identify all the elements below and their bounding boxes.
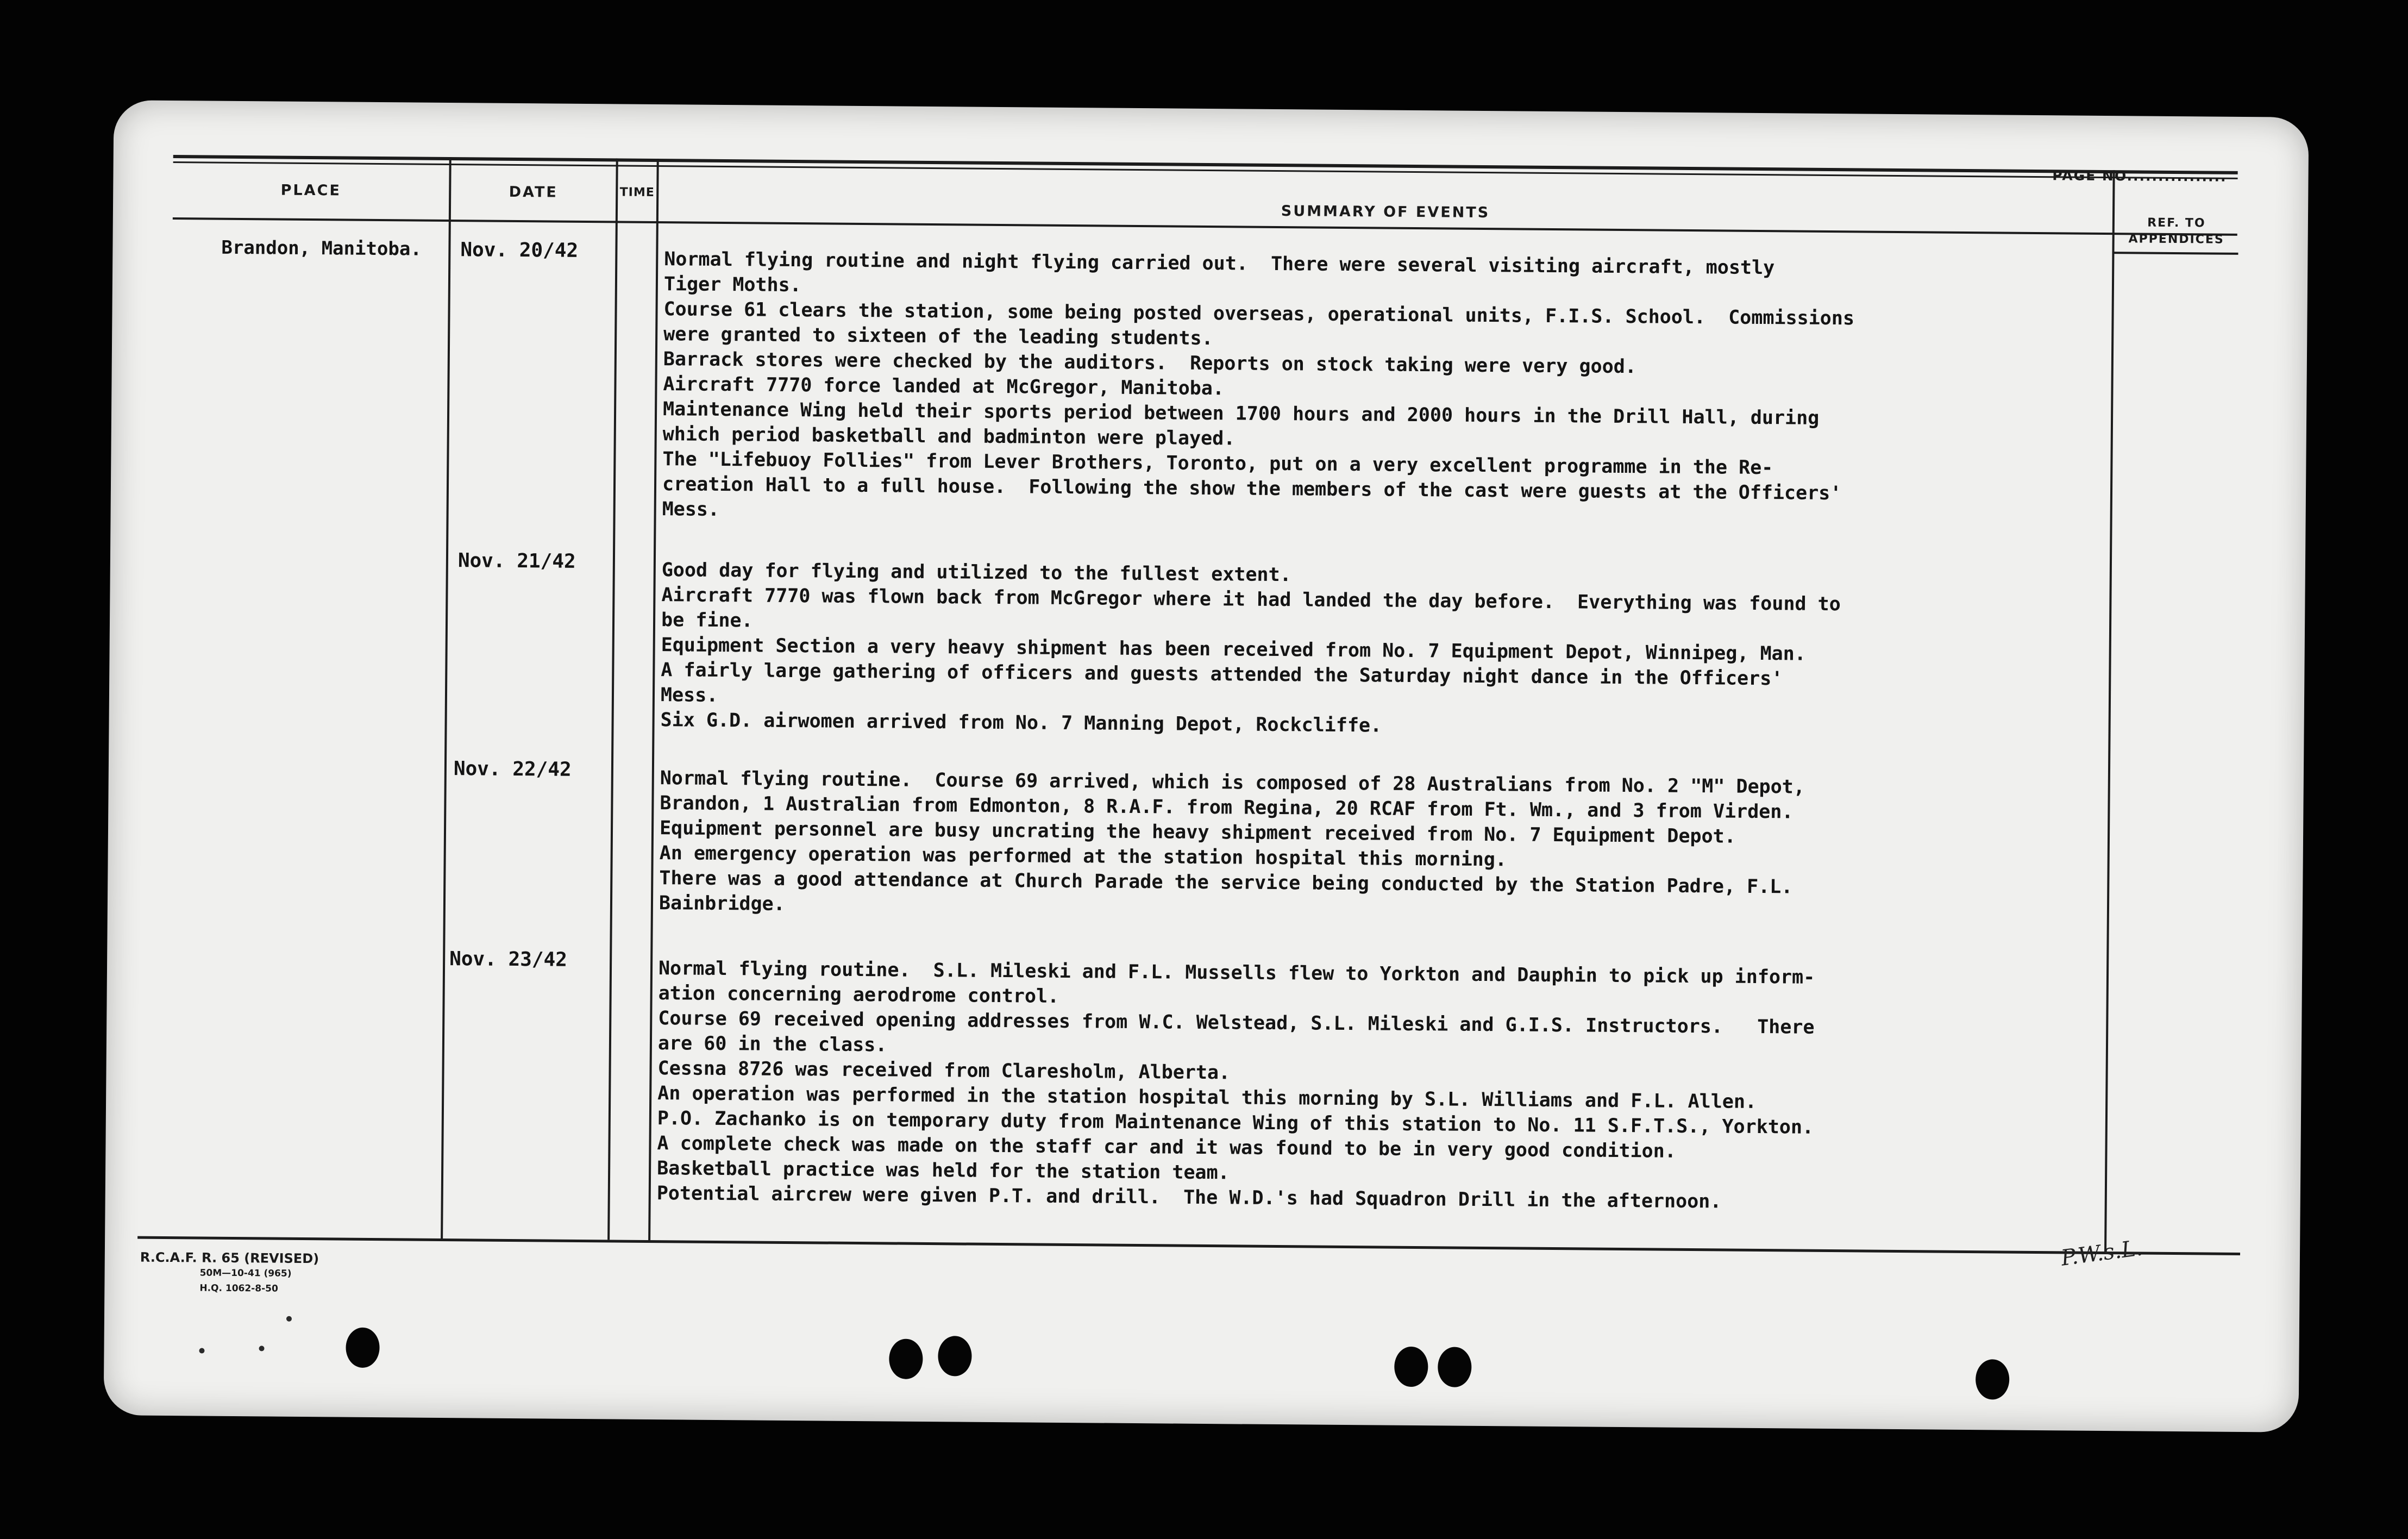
entry-line: Mess. [660,684,718,706]
punch-hole-icon [889,1338,923,1379]
form-print-line: 50M—10-41 (965) [199,1267,292,1279]
entry-nov-22 [659,766,2247,928]
ref-header-rule [2113,252,2238,255]
entry-line: ation concerning aerodrome control. [658,983,1059,1008]
entry-line: A complete check was made on the staff car and it was found to be in very good condition. [657,1133,1677,1162]
entry-line: are 60 in the class. [657,1033,887,1056]
punch-hole-icon [1394,1347,1428,1387]
date-header: DATE [509,183,558,201]
entry-line: Basketball practice was held for the station team. [656,1158,1230,1184]
entry-line: were granted to sixteen of the leading students. [663,323,1213,350]
entry-line: An operation was performed in the station hospital this morning by S.L. Williams and F.L. Allen. [657,1083,1757,1113]
entry-line: creation Hall to a full house. Following the show the members of the cast were guests at the Officers' [662,473,1842,505]
handwritten-initials: P.W.s.L. [2059,1235,2144,1271]
entry-line: P.O. Zachanko is on temporary duty from Maintenance Wing of this station to No. 11 S.F.T.S., Yorkton. [657,1108,1814,1138]
entry-line: Good day for flying and utilized to the fullest extent. [661,559,1291,586]
entry-line: Course 61 clears the station, some being posted overseas, operational units, F.I.S. School. Commissions [663,298,1855,330]
entry-nov-20 [662,247,2251,534]
date-time-divider [607,158,618,1240]
place-value: Brandon, Manitoba. [221,236,422,260]
entry-line: Brandon, 1 Australian from Edmonton, 8 R.A.F. from Regina, 20 RCAF from Ft. Wm., and 3 from Virden. [660,792,1794,823]
date-nov-23: Nov. 23/42 [449,948,568,971]
entry-line: Normal flying routine. S.L. Mileski and F.L. Mussells flew to Yorkton and Dauphin to pick up inform- [658,958,1815,989]
ref-header-line1: REF. TO [2147,216,2206,230]
speck-mark [199,1348,204,1353]
entry-line: be fine. [661,609,753,632]
date-nov-21: Nov. 21/42 [457,549,576,573]
entry-line: An emergency operation was performed at the station hospital this morning. [659,842,1507,871]
time-header: TIME [619,185,655,199]
entry-line: Mess. [662,498,720,521]
summary-header: SUMMARY OF EVENTS [1281,203,1490,222]
punch-hole-icon [938,1336,972,1376]
entry-line: Aircraft 7770 was flown back from McGregor where it had landed the day before. Everything was found to [661,584,1841,616]
entry-line: A fairly large gathering of officers and guests attended the Saturday night dance in the Officers' [661,659,1783,690]
entry-line: Bainbridge. [659,892,785,915]
entry-line: Cessna 8726 was received from Claresholm, Alberta. [657,1058,1231,1084]
entry-nov-21 [660,558,2248,745]
entry-line: which period basketball and badminton were played. [662,423,1236,450]
speck-mark [286,1316,292,1322]
page-number-label: PAGE NO................ [2052,167,2227,185]
entry-line: The "Lifebuoy Follies" from Lever Brothers, Toronto, put on a very excellent programme in the Re- [662,448,1773,479]
diary-sheet [104,100,2309,1432]
date-nov-22: Nov. 22/42 [453,758,572,781]
ref-appendices-header [2115,215,2238,248]
punch-hole-icon [1438,1347,1472,1387]
entry-line: Normal flying routine. Course 69 arrived, which is composed of 28 Australians from No. 2 "M" Depot, [660,767,1805,798]
form-name: R.C.A.F. R. 65 (REVISED) [140,1249,319,1267]
entry-line: Potential aircrew were given P.T. and drill. The W.D.'s had Squadron Drill in the afternoon. [656,1183,1722,1213]
entry-line: Equipment Section a very heavy shipment has been received from No. 7 Equipment Depot, Winnipeg, Man. [661,634,1806,665]
punch-hole-icon [346,1328,380,1368]
entry-line: Course 69 received opening addresses from W.C. Welstead, S.L. Mileski and G.I.S. Instructors. There [658,1008,1815,1038]
speck-mark [259,1346,264,1351]
entry-line: Equipment personnel are busy uncrating the heavy shipment received from No. 7 Equipment Depot. [659,817,1736,848]
form-reference [140,1250,319,1297]
place-header: PLACE [280,182,341,199]
entry-line: Barrack stores were checked by the auditors. Reports on stock taking were very good. [663,348,1637,378]
ref-header-line2: APPENDICES [2128,232,2224,247]
punch-hole-icon [1976,1359,2010,1399]
entry-line: Tiger Moths. [663,273,801,297]
entry-line: There was a good attendance at Church Parade the service being conducted by the Station Padre, F.L. [659,867,1793,898]
footer-rule [137,1236,2240,1255]
date-nov-20: Nov. 20/42 [460,239,579,262]
entry-line: Six G.D. airwomen arrived from No. 7 Manning Depot, Rockcliffe. [660,709,1382,737]
entry-nov-23 [657,956,2246,1218]
entry-line: Aircraft 7770 force landed at McGregor, Manitoba. [663,373,1225,400]
entry-line: Normal flying routine and night flying carried out. There were several visiting aircraft, mostly [664,248,1775,279]
form-hq-line: H.Q. 1062-8-50 [199,1283,278,1294]
place-date-divider [441,157,451,1238]
entry-line: Maintenance Wing held their sports period between 1700 hours and 2000 hours in the Drill Hall, during [662,398,1820,429]
